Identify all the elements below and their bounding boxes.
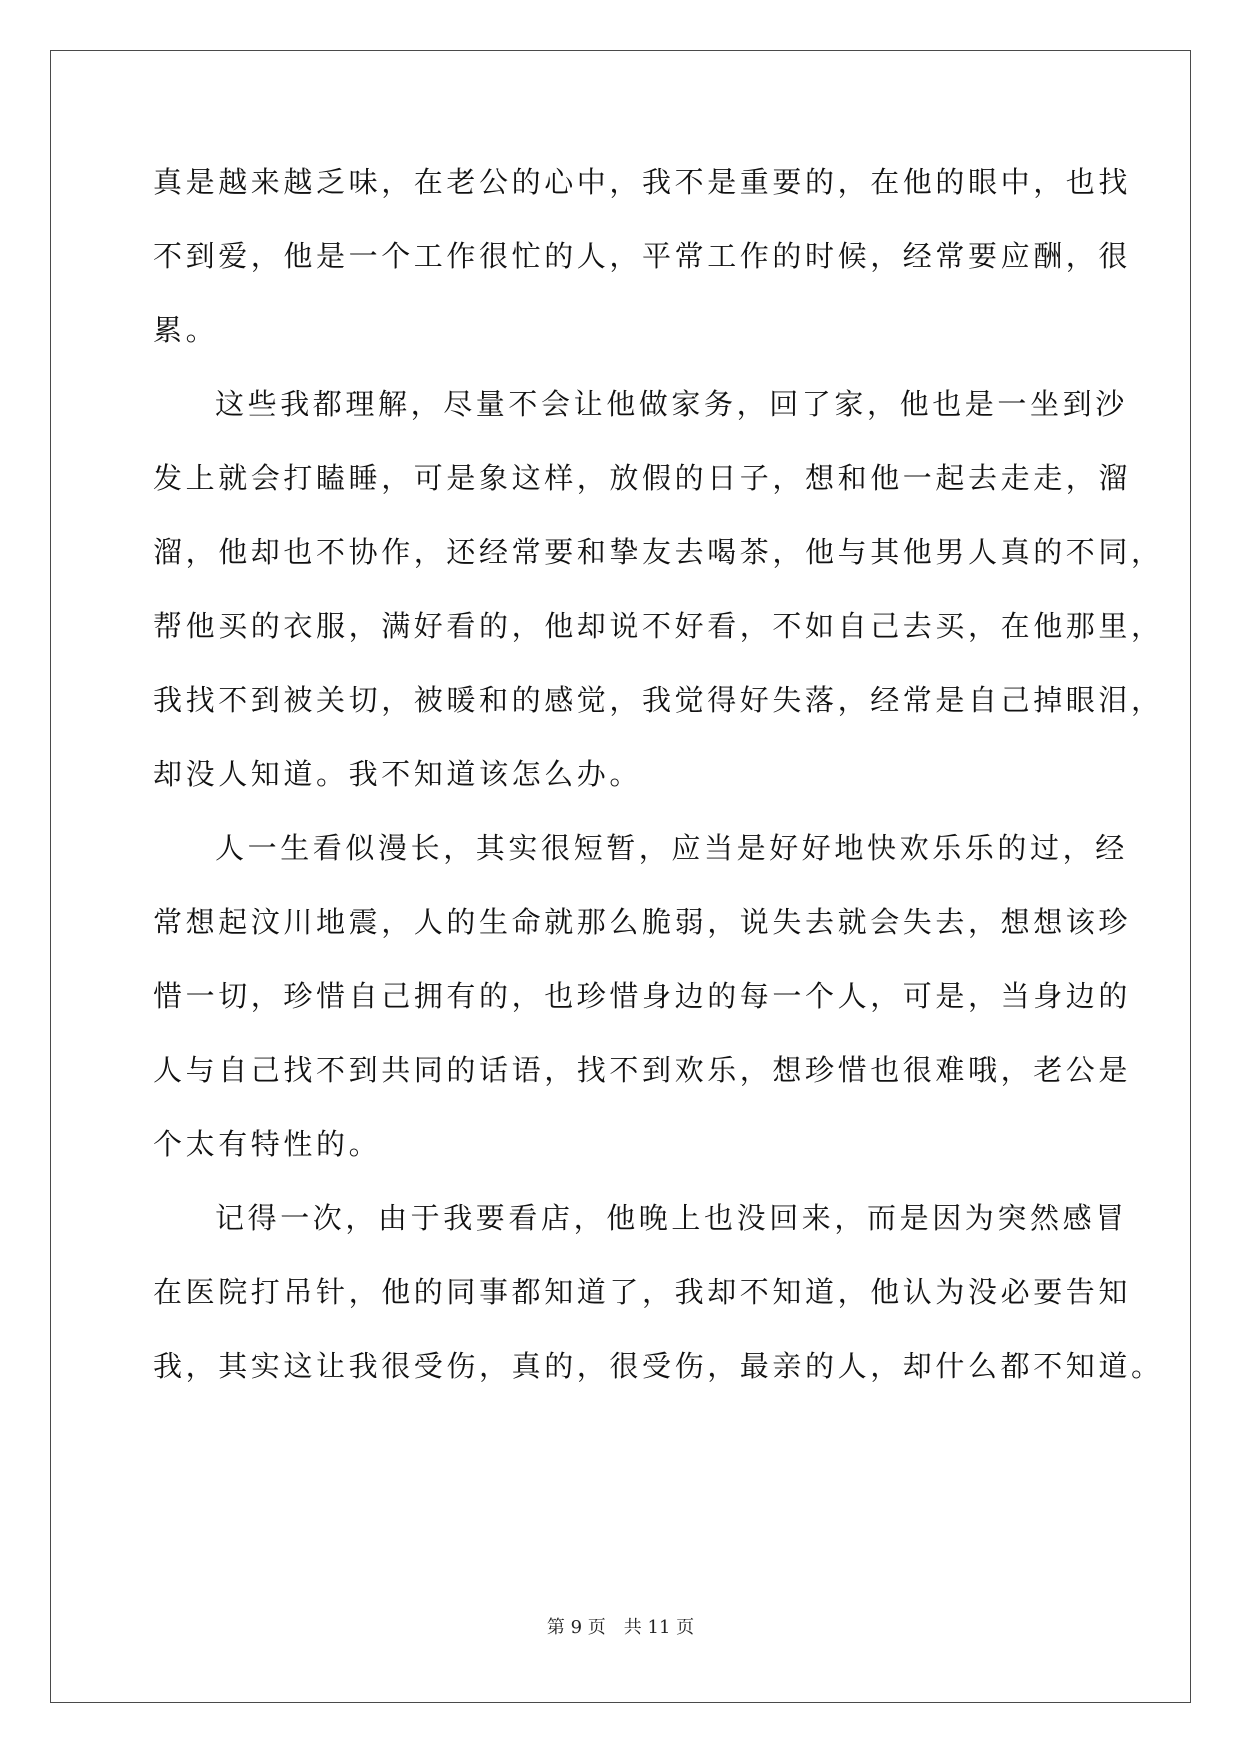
text-line: 我找不到被关切，被暖和的感觉，我觉得好失落，经常是自己掉眼泪，	[153, 683, 1164, 717]
text-line: 个太有特性的。	[153, 1127, 382, 1161]
text-line: 真是越来越乏味，在老公的心中，我不是重要的，在他的眼中，也找	[153, 165, 1132, 199]
text-line: 人一生看似漫长，其实很短暂，应当是好好地快欢乐乐的过，经	[215, 831, 1128, 865]
text-line: 帮他买的衣服，满好看的，他却说不好看，不如自己去买，在他那里，	[153, 609, 1164, 643]
text-line: 常想起汶川地震，人的生命就那么脆弱，说失去就会失去，想想该珍	[153, 905, 1132, 939]
text-line: 这些我都理解，尽量不会让他做家务，回了家，他也是一坐到沙	[215, 387, 1128, 421]
text-line: 在医院打吊针，他的同事都知道了，我却不知道，他认为没必要告知	[153, 1275, 1132, 1309]
text-line: 人与自己找不到共同的话语，找不到欢乐，想珍惜也很难哦，老公是	[153, 1053, 1132, 1087]
text-line: 不到爱，他是一个工作很忙的人，平常工作的时候，经常要应酬，很	[153, 239, 1132, 273]
text-line: 却没人知道。我不知道该怎么办。	[153, 757, 643, 791]
page-border	[50, 50, 1191, 1703]
page-number-footer: 第 9 页 共 11 页	[546, 1617, 695, 1638]
text-line: 溜，他却也不协作，还经常要和挚友去喝茶，他与其他男人真的不同，	[153, 535, 1164, 569]
text-line: 记得一次，由于我要看店，他晚上也没回来，而是因为突然感冒	[215, 1201, 1128, 1235]
text-line: 我，其实这让我很受伤，真的，很受伤，最亲的人，却什么都不知道。	[153, 1349, 1164, 1383]
text-line: 累。	[153, 313, 219, 347]
text-line: 惜一切，珍惜自己拥有的，也珍惜身边的每一个人，可是，当身边的	[153, 979, 1132, 1013]
text-line: 发上就会打瞌睡，可是象这样，放假的日子，想和他一起去走走，溜	[153, 461, 1132, 495]
